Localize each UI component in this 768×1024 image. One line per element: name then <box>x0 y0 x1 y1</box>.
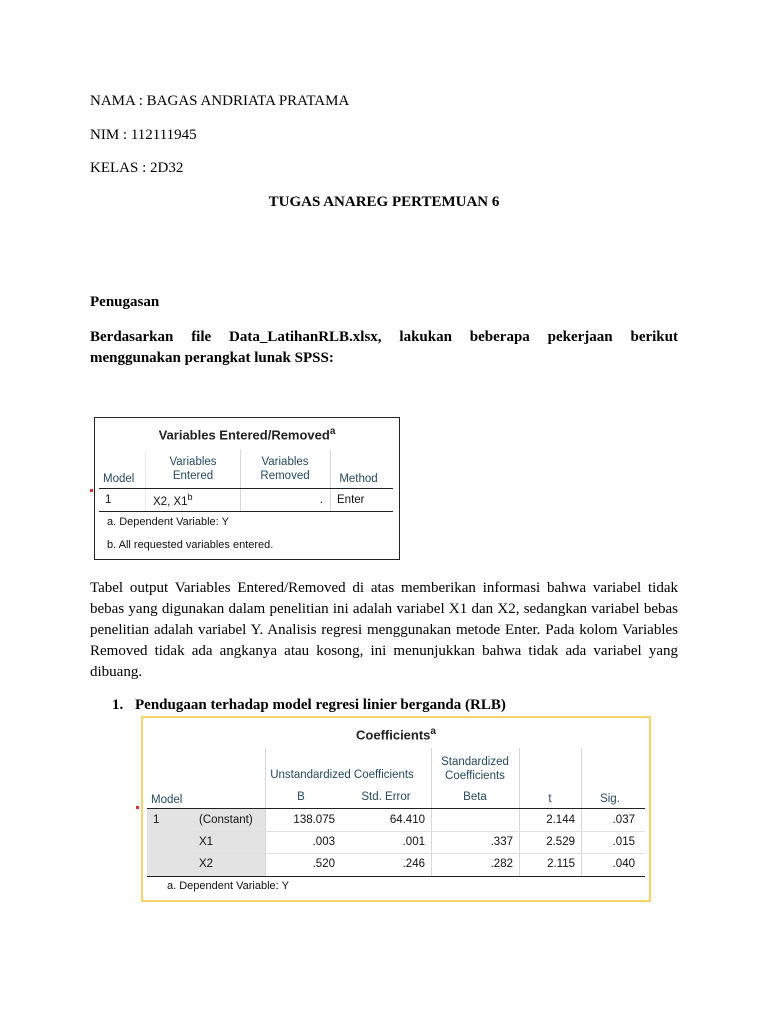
header-variables-entered: Variables Entered <box>169 456 217 482</box>
row-marker <box>136 806 139 809</box>
paragraph-line: bebas yang digunakan dalam penelitian ini adalah variabel X1 dan X2, sedangkan variabel bebas <box>90 601 678 617</box>
bottom-rule <box>99 511 393 512</box>
cell-std-error: 64.410 <box>389 814 425 826</box>
header-sig: Sig. <box>600 793 620 805</box>
cell-variable-name: X2 <box>199 858 214 870</box>
header-standardized: Standardized Coefficients <box>441 756 509 782</box>
cell-beta: .282 <box>490 858 513 870</box>
paragraph-line: Tabel output Variables Entered/Removed di atas memberikan informasi bahwa variabel tidak <box>90 580 678 596</box>
column-divider <box>581 748 582 876</box>
paragraph-line: penelitian adalah variabel Y. Analisis regresi menggunakan metode Enter. Pada kolom Variables <box>90 622 678 638</box>
section-number: 1. <box>112 697 124 713</box>
row-rule <box>193 853 645 854</box>
assignment-instruction <box>90 327 678 369</box>
table-title: Variables Entered/Removed$^a$ <box>158 426 336 443</box>
header-model: Model <box>151 794 183 806</box>
header-beta: Beta <box>463 791 487 803</box>
student-class: KELAS : 2D32 <box>90 160 184 176</box>
header-t: t <box>548 793 552 805</box>
paragraph-line: Removed tidak ada angkanya atau kosong, ini menunjukkan bahwa tidak ada variabel yang <box>90 643 678 659</box>
cell-std-error: .246 <box>402 858 425 870</box>
document-title: TUGAS ANAREG PERTEMUAN 6 <box>268 194 500 210</box>
cell-b: .003 <box>312 836 335 848</box>
cell-b: 138.075 <box>293 814 335 826</box>
cell-b: .520 <box>312 858 335 870</box>
column-divider <box>519 748 520 876</box>
cell-std-error: .001 <box>402 836 425 848</box>
cell-variable-name: (Constant) <box>199 814 253 826</box>
cell-t: 2.115 <box>547 858 575 870</box>
explanation-paragraph <box>90 578 678 683</box>
cell-sig: .040 <box>612 858 635 870</box>
table-note: a. Dependent Variable: Y <box>107 516 229 528</box>
cell-beta: .337 <box>490 836 513 848</box>
header-method: Method <box>339 473 378 485</box>
student-nim: NIM : 112111945 <box>90 127 197 143</box>
coefficients-table <box>141 716 651 902</box>
row-rule <box>193 831 645 832</box>
table-note: a. Dependent Variable: Y <box>167 880 289 892</box>
cell-sig: .015 <box>612 836 635 848</box>
header-unstandardized: Unstandardized Coefficients <box>270 769 414 781</box>
cell-model-number: 1 <box>153 814 160 826</box>
instruction-line: Berdasarkan file Data_LatihanRLB.xlsx, lakukan beberapa pekerjaan berikut <box>90 329 678 345</box>
cell-sig: .037 <box>612 814 635 826</box>
header-model: Model <box>103 473 135 485</box>
section-heading: Pendugaan terhadap model regresi linier berganda (RLB) <box>135 697 506 713</box>
assignment-heading: Penugasan <box>90 294 160 310</box>
column-divider <box>145 450 146 512</box>
row-marker <box>90 489 93 492</box>
cell-model: 1 <box>105 494 112 506</box>
header-rule <box>99 488 393 489</box>
table-note: b. All requested variables entered. <box>107 539 274 551</box>
cell-method: Enter <box>337 494 365 506</box>
header-std-error: Std. Error <box>361 791 411 803</box>
cell-t: 2.529 <box>546 836 575 848</box>
cell-t: 2.144 <box>546 814 575 826</box>
variables-entered-removed-table <box>94 417 400 560</box>
header-b: B <box>297 791 305 803</box>
instruction-line: menggunakan perangkat lunak SPSS: <box>90 350 334 366</box>
cell-variables-removed: . <box>319 494 323 506</box>
header-rule <box>147 808 645 809</box>
cell-variable-name: X1 <box>199 836 214 848</box>
student-name: NAMA : BAGAS ANDRIATA PRATAMA <box>90 93 350 109</box>
paragraph-line: dibuang. <box>90 664 143 680</box>
header-variables-removed: Variables Removed <box>260 456 310 482</box>
table-title: Coefficients$^a$ <box>356 726 436 743</box>
bottom-rule <box>147 876 645 877</box>
cell-variables-entered: X2, X1$^b$ <box>153 492 193 508</box>
